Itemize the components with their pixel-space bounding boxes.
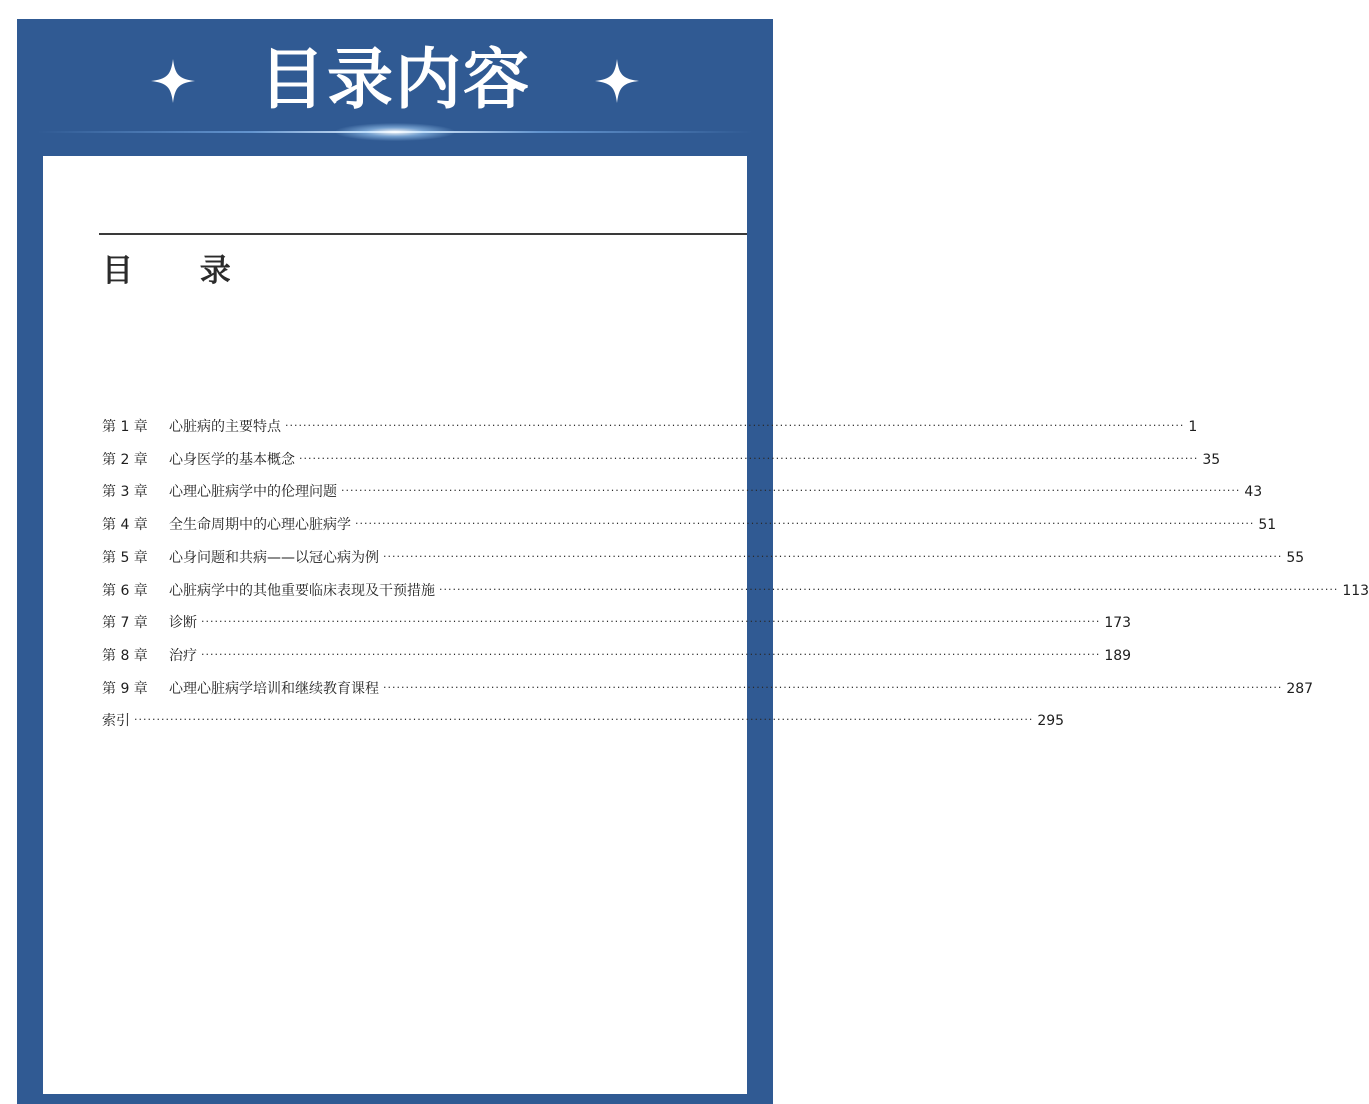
toc-page-number: 189 <box>1104 647 1132 664</box>
toc-entry <box>102 610 1132 632</box>
header-rule <box>99 233 747 235</box>
toc-leader-dots: ········································································································································································································ <box>201 615 1101 629</box>
toc-leader-dots: ········································································································································································································ <box>341 484 1241 498</box>
toc-leader-dots: ········································································································································································································ <box>201 647 1101 661</box>
toc-entry <box>102 578 1369 600</box>
toc-entry <box>102 512 1277 534</box>
toc-leader-dots: ········································································································································································································ <box>299 451 1199 465</box>
toc-page-number: 173 <box>1104 615 1132 632</box>
toc-chapter-title: 心身医学的基本概念 <box>169 451 295 468</box>
toc-entry <box>102 708 1065 730</box>
toc-leader-dots: ········································································································································································································ <box>383 680 1283 694</box>
scanned-page <box>43 156 1369 1094</box>
toc-page-number: 55 <box>1286 549 1305 566</box>
toc-chapter-number: 第 1 章 <box>102 419 148 435</box>
toc-chapter-number: 第 9 章 <box>102 680 148 697</box>
toc-chapter-title: 心脏病学中的其他重要临床表现及干预措施 <box>169 582 435 599</box>
toc-chapter-number: 第 2 章 <box>102 451 148 468</box>
toc-leader-dots: ········································································································································································································ <box>134 713 1034 727</box>
toc-leader-dots: ········································································································································································································ <box>383 549 1283 563</box>
toc-entry <box>102 545 1305 567</box>
toc-page-number: 35 <box>1202 451 1221 468</box>
toc-chapter-title: 心身问题和共病——以冠心病为例 <box>169 549 379 566</box>
toc-chapter-title: 诊断 <box>169 615 197 632</box>
blue-frame <box>17 19 1369 1104</box>
toc-chapter-number: 第 5 章 <box>102 549 148 566</box>
toc-chapter-title: 治疗 <box>169 647 197 664</box>
toc-leader-dots: ········································································································································································································ <box>439 582 1339 596</box>
toc-entry <box>102 414 1198 436</box>
toc-chapter-number: 第 4 章 <box>102 517 148 534</box>
toc-page-number: 51 <box>1258 517 1277 534</box>
toc-chapter-title: 心理心脏病学中的伦理问题 <box>169 484 337 501</box>
toc-chapter-title: 心脏病的主要特点 <box>169 419 281 435</box>
banner-title: 目录内容 <box>259 41 531 118</box>
toc-chapter-title: 全生命周期中的心理心脏病学 <box>169 517 351 534</box>
toc-page-number: 295 <box>1037 713 1065 730</box>
toc-chapter-title: 索引 <box>102 713 130 730</box>
toc-chapter-number: 第 3 章 <box>102 484 148 501</box>
toc-entry <box>102 676 1314 698</box>
sparkle-icon <box>593 57 641 105</box>
toc-entry <box>102 479 1263 501</box>
toc-chapter-title: 心理心脏病学培训和继续教育课程 <box>169 680 379 697</box>
toc-page-number: 113 <box>1342 582 1369 599</box>
toc-leader-dots: ········································································································································································································ <box>285 419 1185 432</box>
toc-chapter-number: 第 8 章 <box>102 647 148 664</box>
toc-page-number: 287 <box>1286 680 1314 697</box>
page-heading: 目 录 <box>102 253 259 289</box>
toc-chapter-number: 第 7 章 <box>102 615 148 632</box>
toc-page-number: 1 <box>1188 419 1198 435</box>
banner <box>17 19 773 154</box>
toc-page-number: 43 <box>1244 484 1263 501</box>
toc-leader-dots: ········································································································································································································ <box>355 517 1255 531</box>
glow-highlight <box>335 123 455 141</box>
toc-entry <box>102 643 1132 665</box>
toc-entry <box>102 447 1221 469</box>
toc-chapter-number: 第 6 章 <box>102 582 148 599</box>
